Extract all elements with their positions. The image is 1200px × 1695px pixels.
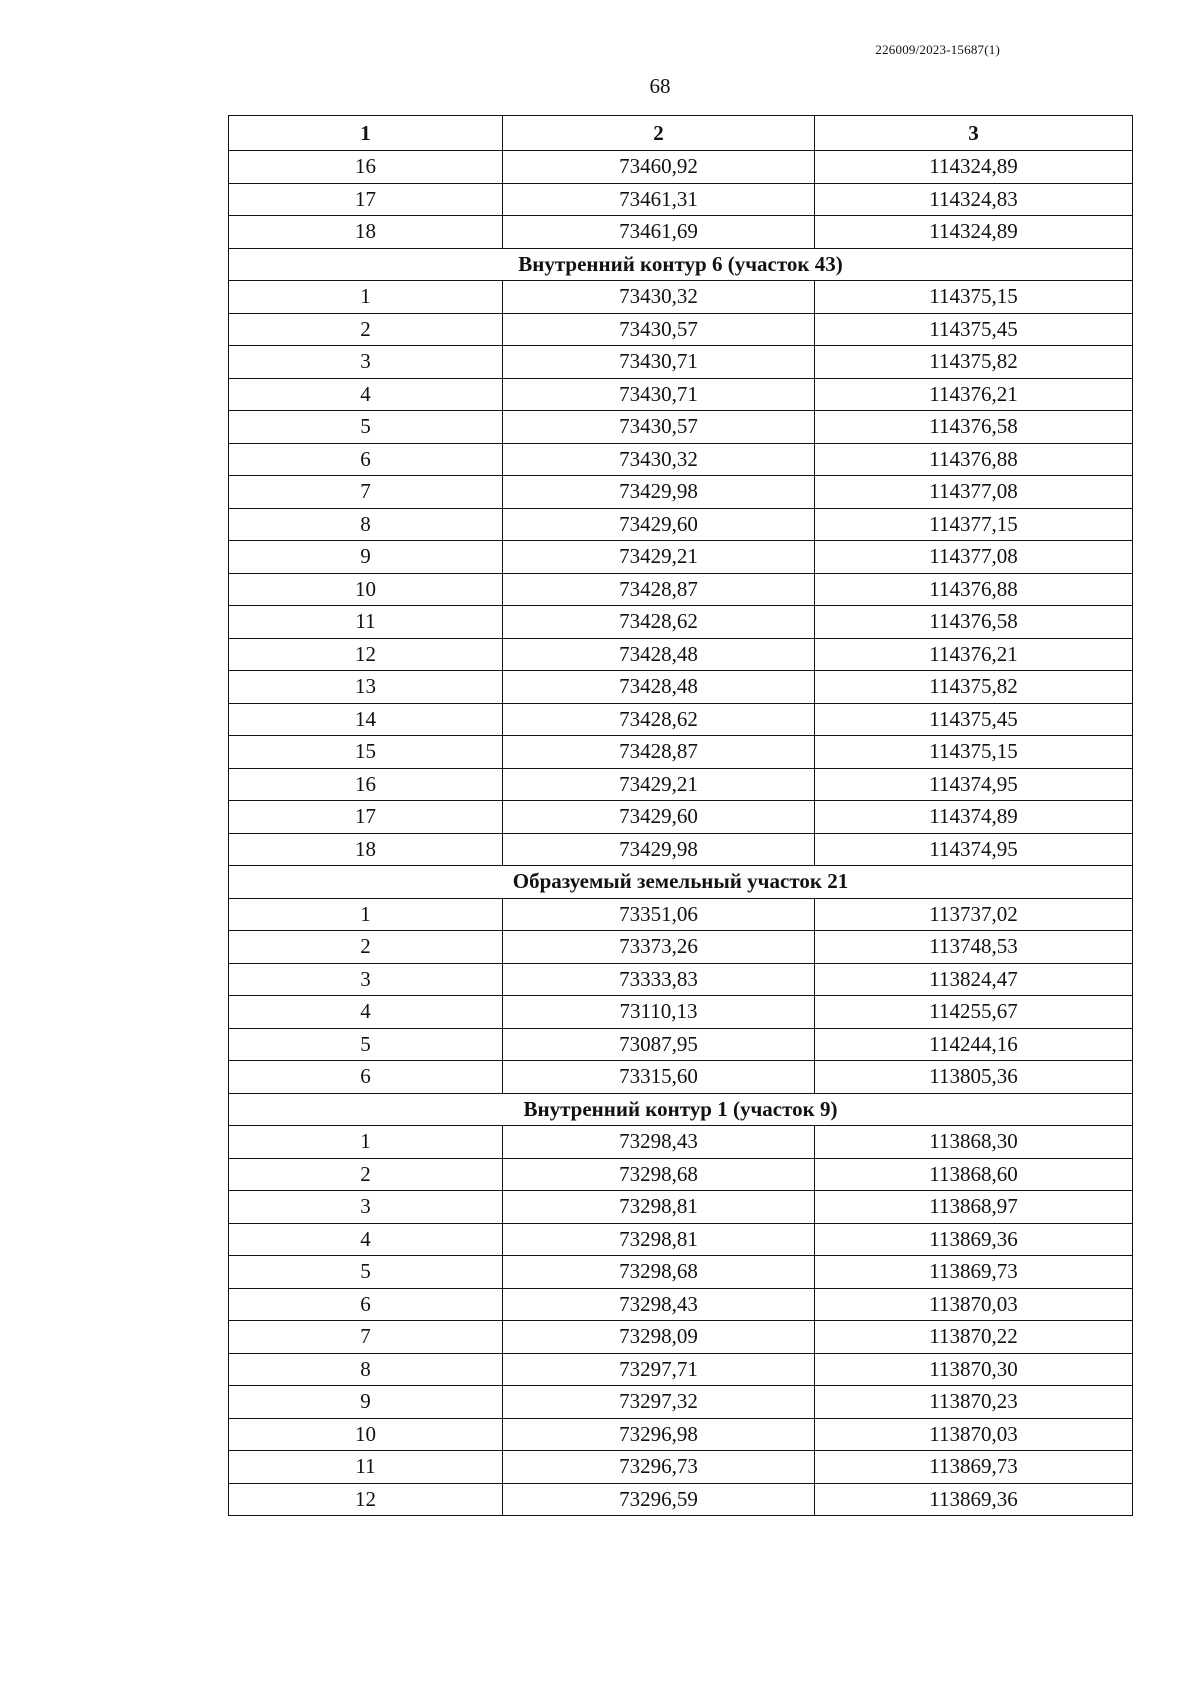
section-row: [229, 1093, 1133, 1126]
y-coordinate-cell: 114375,82: [815, 346, 1133, 379]
y-coordinate-cell: 114376,21: [815, 378, 1133, 411]
table-row: [229, 411, 1133, 444]
table-body: [229, 151, 1133, 1516]
section-title: Внутренний контур 6 (участок 43): [229, 248, 1133, 281]
table-row: [229, 1288, 1133, 1321]
point-number-cell: 13: [229, 671, 503, 704]
y-coordinate-cell: 114376,58: [815, 411, 1133, 444]
x-coordinate-cell: 73428,87: [503, 736, 815, 769]
y-coordinate-cell: 113869,36: [815, 1223, 1133, 1256]
table-row: [229, 963, 1133, 996]
x-coordinate-cell: 73428,62: [503, 703, 815, 736]
table-row: [229, 476, 1133, 509]
y-coordinate-cell: 113870,22: [815, 1321, 1133, 1354]
table-row: [229, 671, 1133, 704]
x-coordinate-cell: 73461,31: [503, 183, 815, 216]
table-row: [229, 833, 1133, 866]
point-number-cell: 2: [229, 313, 503, 346]
y-coordinate-cell: 113869,73: [815, 1451, 1133, 1484]
x-coordinate-cell: 73298,43: [503, 1288, 815, 1321]
y-coordinate-cell: 114376,58: [815, 606, 1133, 639]
table-row: [229, 541, 1133, 574]
coordinates-table: [228, 115, 1133, 1516]
point-number-cell: 3: [229, 346, 503, 379]
x-coordinate-cell: 73428,87: [503, 573, 815, 606]
table-row: [229, 768, 1133, 801]
table-row: [229, 1386, 1133, 1419]
table-row: [229, 1223, 1133, 1256]
y-coordinate-cell: 113870,03: [815, 1418, 1133, 1451]
y-coordinate-cell: 114377,08: [815, 476, 1133, 509]
point-number-cell: 7: [229, 1321, 503, 1354]
y-coordinate-cell: 114375,15: [815, 281, 1133, 314]
x-coordinate-cell: 73333,83: [503, 963, 815, 996]
y-coordinate-cell: 114255,67: [815, 996, 1133, 1029]
x-coordinate-cell: 73428,62: [503, 606, 815, 639]
table-row: [229, 443, 1133, 476]
x-coordinate-cell: 73429,21: [503, 768, 815, 801]
y-coordinate-cell: 114374,95: [815, 833, 1133, 866]
x-coordinate-cell: 73351,06: [503, 898, 815, 931]
table-row: [229, 1321, 1133, 1354]
table-row: [229, 378, 1133, 411]
x-coordinate-cell: 73430,32: [503, 443, 815, 476]
x-coordinate-cell: 73428,48: [503, 638, 815, 671]
y-coordinate-cell: 114375,15: [815, 736, 1133, 769]
point-number-cell: 17: [229, 183, 503, 216]
point-number-cell: 12: [229, 1483, 503, 1516]
x-coordinate-cell: 73298,81: [503, 1223, 815, 1256]
section-row: [229, 248, 1133, 281]
y-coordinate-cell: 113870,03: [815, 1288, 1133, 1321]
y-coordinate-cell: 114374,95: [815, 768, 1133, 801]
x-coordinate-cell: 73430,71: [503, 346, 815, 379]
point-number-cell: 1: [229, 281, 503, 314]
point-number-cell: 9: [229, 1386, 503, 1419]
table-row: [229, 1028, 1133, 1061]
x-coordinate-cell: 73298,68: [503, 1256, 815, 1289]
point-number-cell: 6: [229, 443, 503, 476]
y-coordinate-cell: 113869,73: [815, 1256, 1133, 1289]
table-row: [229, 1418, 1133, 1451]
x-coordinate-cell: 73296,73: [503, 1451, 815, 1484]
page-number: 68: [649, 74, 671, 98]
point-number-cell: 18: [229, 833, 503, 866]
point-number-cell: 18: [229, 216, 503, 249]
point-number-cell: 12: [229, 638, 503, 671]
y-coordinate-cell: 114244,16: [815, 1028, 1133, 1061]
table-row: [229, 151, 1133, 184]
point-number-cell: 6: [229, 1288, 503, 1321]
point-number-cell: 1: [229, 1126, 503, 1159]
point-number-cell: 16: [229, 151, 503, 184]
table-row: [229, 573, 1133, 606]
point-number-cell: 2: [229, 931, 503, 964]
x-coordinate-cell: 73110,13: [503, 996, 815, 1029]
x-coordinate-cell: 73429,98: [503, 833, 815, 866]
point-number-cell: 11: [229, 1451, 503, 1484]
point-number-cell: 4: [229, 378, 503, 411]
x-coordinate-cell: 73297,71: [503, 1353, 815, 1386]
point-number-cell: 11: [229, 606, 503, 639]
point-number-cell: 4: [229, 1223, 503, 1256]
column-header: 2: [503, 116, 815, 151]
document-id: 226009/2023-15687(1): [875, 42, 1000, 57]
x-coordinate-cell: 73298,68: [503, 1158, 815, 1191]
x-coordinate-cell: 73298,43: [503, 1126, 815, 1159]
x-coordinate-cell: 73430,71: [503, 378, 815, 411]
table-row: [229, 996, 1133, 1029]
x-coordinate-cell: 73298,09: [503, 1321, 815, 1354]
point-number-cell: 10: [229, 573, 503, 606]
table-row: [229, 703, 1133, 736]
point-number-cell: 8: [229, 1353, 503, 1386]
y-coordinate-cell: 113869,36: [815, 1483, 1133, 1516]
y-coordinate-cell: 113868,97: [815, 1191, 1133, 1224]
table-row: [229, 1158, 1133, 1191]
x-coordinate-cell: 73298,81: [503, 1191, 815, 1224]
table-row: [229, 281, 1133, 314]
x-coordinate-cell: 73315,60: [503, 1061, 815, 1094]
y-coordinate-cell: 114324,89: [815, 216, 1133, 249]
point-number-cell: 17: [229, 801, 503, 834]
point-number-cell: 10: [229, 1418, 503, 1451]
y-coordinate-cell: 114376,88: [815, 443, 1133, 476]
table-row: [229, 183, 1133, 216]
table-row: [229, 736, 1133, 769]
point-number-cell: 8: [229, 508, 503, 541]
y-coordinate-cell: 114375,45: [815, 313, 1133, 346]
point-number-cell: 9: [229, 541, 503, 574]
table-row: [229, 931, 1133, 964]
x-coordinate-cell: 73296,98: [503, 1418, 815, 1451]
y-coordinate-cell: 114376,21: [815, 638, 1133, 671]
x-coordinate-cell: 73461,69: [503, 216, 815, 249]
table-row: [229, 508, 1133, 541]
x-coordinate-cell: 73460,92: [503, 151, 815, 184]
table-row: [229, 801, 1133, 834]
y-coordinate-cell: 113748,53: [815, 931, 1133, 964]
table-row: [229, 1191, 1133, 1224]
x-coordinate-cell: 73429,21: [503, 541, 815, 574]
table-row: [229, 313, 1133, 346]
x-coordinate-cell: 73430,57: [503, 411, 815, 444]
y-coordinate-cell: 113805,36: [815, 1061, 1133, 1094]
point-number-cell: 2: [229, 1158, 503, 1191]
y-coordinate-cell: 114324,89: [815, 151, 1133, 184]
point-number-cell: 1: [229, 898, 503, 931]
y-coordinate-cell: 114377,15: [815, 508, 1133, 541]
y-coordinate-cell: 114324,83: [815, 183, 1133, 216]
y-coordinate-cell: 113824,47: [815, 963, 1133, 996]
x-coordinate-cell: 73296,59: [503, 1483, 815, 1516]
table-row: [229, 1483, 1133, 1516]
y-coordinate-cell: 114375,82: [815, 671, 1133, 704]
table-row: [229, 898, 1133, 931]
point-number-cell: 5: [229, 1256, 503, 1289]
point-number-cell: 14: [229, 703, 503, 736]
table-row: [229, 1126, 1133, 1159]
point-number-cell: 16: [229, 768, 503, 801]
column-header: 1: [229, 116, 503, 151]
point-number-cell: 5: [229, 411, 503, 444]
x-coordinate-cell: 73373,26: [503, 931, 815, 964]
table-row: [229, 1061, 1133, 1094]
x-coordinate-cell: 73429,60: [503, 801, 815, 834]
x-coordinate-cell: 73297,32: [503, 1386, 815, 1419]
y-coordinate-cell: 114377,08: [815, 541, 1133, 574]
y-coordinate-cell: 113868,60: [815, 1158, 1133, 1191]
table-row: [229, 638, 1133, 671]
point-number-cell: 6: [229, 1061, 503, 1094]
point-number-cell: 3: [229, 1191, 503, 1224]
x-coordinate-cell: 73429,60: [503, 508, 815, 541]
x-coordinate-cell: 73428,48: [503, 671, 815, 704]
table-row: [229, 606, 1133, 639]
y-coordinate-cell: 114374,89: [815, 801, 1133, 834]
x-coordinate-cell: 73430,32: [503, 281, 815, 314]
y-coordinate-cell: 114375,45: [815, 703, 1133, 736]
table-row: [229, 1353, 1133, 1386]
point-number-cell: 7: [229, 476, 503, 509]
y-coordinate-cell: 114376,88: [815, 573, 1133, 606]
y-coordinate-cell: 113870,30: [815, 1353, 1133, 1386]
x-coordinate-cell: 73087,95: [503, 1028, 815, 1061]
table-row: [229, 1256, 1133, 1289]
section-row: [229, 866, 1133, 899]
y-coordinate-cell: 113868,30: [815, 1126, 1133, 1159]
x-coordinate-cell: 73429,98: [503, 476, 815, 509]
point-number-cell: 3: [229, 963, 503, 996]
point-number-cell: 5: [229, 1028, 503, 1061]
y-coordinate-cell: 113870,23: [815, 1386, 1133, 1419]
section-title: Образуемый земельный участок 21: [229, 866, 1133, 899]
table-row: [229, 1451, 1133, 1484]
point-number-cell: 15: [229, 736, 503, 769]
x-coordinate-cell: 73430,57: [503, 313, 815, 346]
table-header-row: [229, 116, 1133, 151]
table-row: [229, 346, 1133, 379]
y-coordinate-cell: 113737,02: [815, 898, 1133, 931]
table-row: [229, 216, 1133, 249]
point-number-cell: 4: [229, 996, 503, 1029]
section-title: Внутренний контур 1 (участок 9): [229, 1093, 1133, 1126]
column-header: 3: [815, 116, 1133, 151]
